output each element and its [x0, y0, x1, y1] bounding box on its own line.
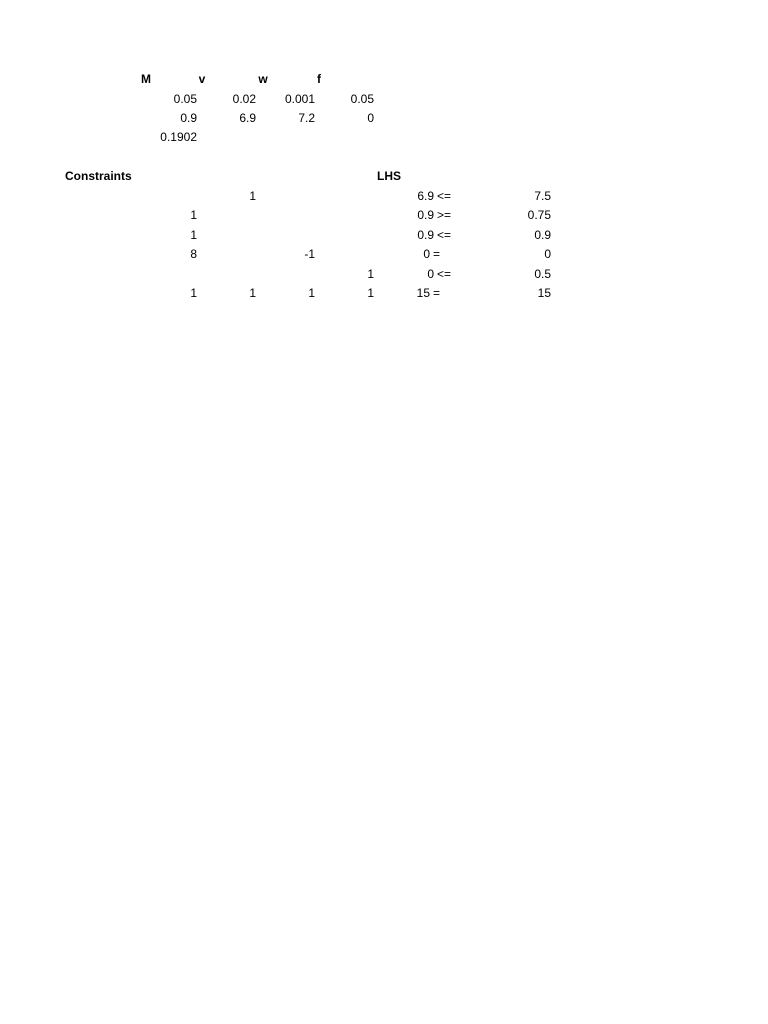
row2-value: 0	[367, 111, 374, 125]
header-f: f	[317, 72, 321, 86]
constraint-rhs: 0.75	[527, 208, 551, 222]
constraint-rhs: 7.5	[534, 189, 551, 203]
header-v: v	[198, 72, 206, 86]
constraint-coef: -1	[304, 247, 315, 261]
lhs-label: LHS	[377, 169, 401, 183]
constraint-op: <=	[437, 189, 452, 203]
constraint-rhs: 0	[544, 247, 551, 261]
constraint-coef: 1	[190, 208, 197, 222]
constraint-lhs: 0	[427, 267, 434, 281]
header-m: M	[141, 72, 151, 86]
constraint-coef: 1	[249, 189, 256, 203]
constraint-lhs: 6.9	[417, 189, 434, 203]
constraints-label: Constraints	[65, 169, 132, 183]
constraint-coef: 1	[367, 267, 374, 281]
constraint-op: =	[433, 247, 441, 261]
constraint-lhs: 0.9	[417, 208, 434, 222]
constraint-rhs: 15	[537, 286, 551, 300]
row2-value: 7.2	[298, 111, 315, 125]
constraint-op: <=	[437, 228, 452, 242]
constraint-op: =	[433, 286, 441, 300]
constraint-coef: 1	[249, 286, 256, 300]
objective-value: 0.1902	[160, 130, 197, 144]
constraint-coef: 1	[190, 228, 197, 242]
constraint-coef: 1	[190, 286, 197, 300]
constraint-coef: 1	[308, 286, 315, 300]
constraint-op: <=	[437, 267, 452, 281]
header-w: w	[258, 72, 268, 86]
row1-value: 0.02	[232, 92, 256, 106]
constraint-lhs: 15	[416, 286, 430, 300]
row1-value: 0.05	[173, 92, 197, 106]
row1-value: 0.001	[284, 92, 315, 106]
constraint-lhs: 0	[423, 247, 430, 261]
constraint-rhs: 0.5	[534, 267, 551, 281]
constraint-coef: 1	[367, 286, 374, 300]
constraint-lhs: 0.9	[417, 228, 434, 242]
constraint-rhs: 0.9	[534, 228, 551, 242]
constraint-op: >=	[437, 208, 452, 222]
constraint-coef: 8	[190, 247, 197, 261]
row2-value: 0.9	[180, 111, 197, 125]
row2-value: 6.9	[239, 111, 256, 125]
row1-value: 0.05	[350, 92, 374, 106]
